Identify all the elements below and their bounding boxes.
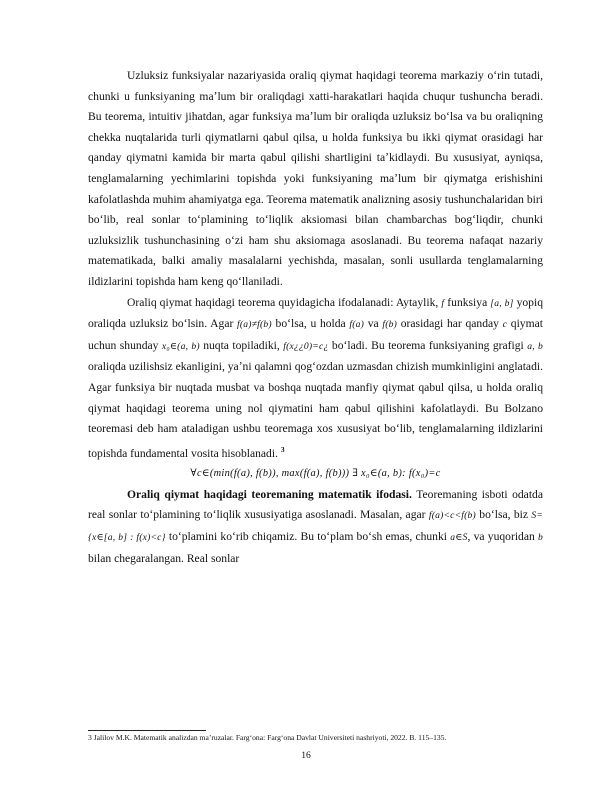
paragraph-theorem-statement: Oraliq qiymat haqidagi teorema quyidagicha ifodalanadi: Aytaylik, f funksiya [a, b] yopiq oraliqda uzluksiz boʻlsin. Agar f(a)≠f(b) boʻlsa, u holda f(a) va f(b) orasidagi har qanday c qiymat uchun shunday x₀∈(a, b) nuqta topiladiki, f(x¿¿0)=c¿ boʻladi. Bu teorema funksiyaning grafigi a, b oraliqda uzilishsiz ekanligini, yaʼni qalamni qogʻozdan uzmasdan chizish mumkinligini anglatadi. Agar funksiya bir nuqtada musbat va boshqa nuqtada manfiy qiymat qabul qilsa, u holda oraliq qiymat haqidagi teorema uning nol qiymatini ham qabul qilishini kafolatlaydi. Bu Bolzano teoremasi deb ham ataladigan ushbu teoremaga xos xususiyat boʻlib, tenglamalarning ildizlarini topishda fundamental vosita hisoblanadi. $^3$ [88, 295, 543, 460]
theorem-formula: ∀c∈(min(f(a), f(b)), max(f(a), f(b))) ∃ x₀∈(a, b): f(x₀)=c [190, 468, 441, 480]
math-f: f [441, 297, 445, 309]
footnote [88, 733, 558, 743]
math-fa: f(a) [349, 319, 365, 331]
footnote-reference[interactable]: 3 [280, 444, 285, 454]
footnote-divider [88, 730, 206, 731]
math-x0-in-ab: x₀∈(a, b) [161, 340, 200, 352]
math-fb: f(b) [382, 319, 398, 331]
math-fx0-eq-c: f(x¿¿0)=c¿ [283, 340, 329, 352]
footnote-number: 3 [88, 733, 92, 742]
paragraph-proof: Oraliq qiymat haqidagi teoremaning matematik ifodasi. Teoremaning isboti odatda real sonlar toʻplamining toʻliqlik xususiyatiga asoslanadi. Masalan, agar f(a)<c<f(b) boʻlsa, biz S={x∈[a, b] : f(x)<c} toʻplamini koʻrib chiqamiz. Bu toʻplam boʻsh emas, chunki a∈S, va yuqoridan b bilan chegaralangan. Real sonlar [88, 487, 543, 565]
math-b: b [538, 531, 543, 543]
math-a-b: a, b [527, 340, 543, 352]
paragraph-intro-text: Uzluksiz funksiyalar nazariyasida oraliq qiymat haqidagi teorema markaziy oʻrin tutadi, chunki u funksiyaning maʼlum bir oraliqdagi xatti-harakatlari haqida chuqur tushuncha beradi. Bu teorema, intuitiv jihatdan, agar funksiya maʼlum bir oraliqda uzluksiz boʻlsa va bu oraliqning chekka nuqtalarida turli qiymatlarni qabul qilsa, u holda funksiya bu ikki qiymat orasidagi har qanday qiymatni kamida bir marta qabul qilishi shartligini taʼkidlaydi. Bu xususiyat, ayniqsa, tenglamalarning yechimlarini topishda yoki funksiyaning maʼlum bir qiymatga erishishini kafolatlashda muhim ahamiyatga ega. Teorema matematik analizning asosiy tushunchalaridan biri boʻlib, real sonlar toʻplamining toʻliqlik aksiomasi bilan chambarchas bogʻliqdir, chunki uzluksizlik tushunchasining oʻzi ham shu aksiomaga asoslanadi. Bu teorema nafaqat nazariy matematikada, balki amaliy masalalarni yechishda, masalan, sonli usullarda tenglamalarning ildizlarini topishda ham keng qoʻllaniladi. [88, 69, 543, 288]
math-c: c [502, 319, 508, 331]
footnote-text: Jalilov M.K. Matematik analizdan maʼruzalar. Fargʻona: Fargʻona Davlat Universiteti nashriyoti, 2022. B. 115–135. [91, 733, 447, 742]
page-body [88, 66, 543, 569]
page-number: 16 [301, 750, 311, 761]
math-fa-lt-c-lt-fb: f(a)<c<f(b) [428, 510, 476, 522]
math-set-s: S={x∈[a, b] : f(x)<c} [88, 510, 543, 543]
paragraph-intro [88, 66, 543, 293]
math-a-in-s: a∈S [450, 531, 468, 543]
section-heading: Oraliq qiymat haqidagi teoremaning matematik ifodasi. [127, 487, 412, 501]
math-interval-ab: [a, b] [490, 297, 514, 309]
math-fa-neq-fb: f(a)≠f(b) [237, 319, 272, 331]
